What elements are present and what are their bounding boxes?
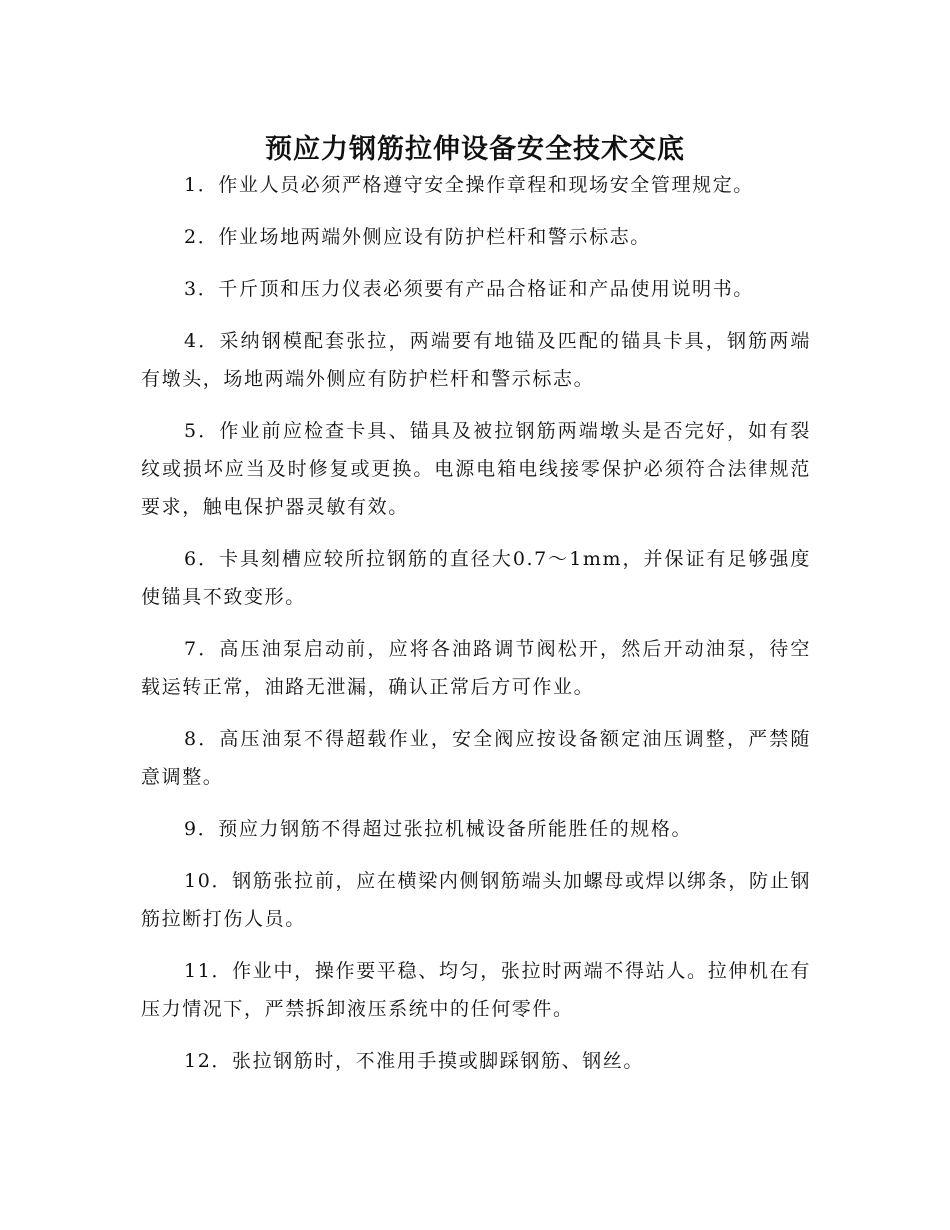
paragraph-9: 9．预应力钢筋不得超过张拉机械设备所能胜任的规格。	[184, 818, 693, 840]
paragraph-3: 3．千斤顶和压力仪表必须要有产品合格证和产品使用说明书。	[184, 278, 754, 300]
paragraph-11: 11．作业中，操作要平稳、均匀，张拉时两端不得站人。拉伸机在有压力情况下，严禁拆卸液压系统中的任何零件。	[141, 960, 811, 1020]
paragraph-12: 12．张拉钢筋时，不准用手摸或脚踩钢筋、钢丝。	[184, 1050, 644, 1072]
paragraph-5: 5．作业前应检查卡具、锚具及被拉钢筋两端墩头是否完好，如有裂纹或损坏应当及时修复或更换。电源电箱电线接零保护必须符合法律规范要求，触电保护器灵敏有效。	[141, 420, 811, 518]
paragraph-10: 10．钢筋张拉前，应在横梁内侧钢筋端头加螺母或焊以绑条，防止钢筋拉断打伤人员。	[141, 870, 811, 930]
paragraph-6: 6．卡具刻槽应较所拉钢筋的直径大0.7～1mm，并保证有足够强度使锚具不致变形。	[141, 548, 811, 608]
document-body	[141, 166, 811, 1094]
paragraph-4: 4．采纳钢模配套张拉，两端要有地锚及匹配的锚具卡具，钢筋两端有墩头，场地两端外侧应有防护栏杆和警示标志。	[141, 330, 811, 390]
paragraph-8: 8．高压油泵不得超载作业，安全阀应按设备额定油压调整，严禁随意调整。	[141, 728, 811, 788]
paragraph-2: 2．作业场地两端外侧应设有防护栏杆和警示标志。	[184, 226, 651, 248]
paragraph-1: 1．作业人员必须严格遵守安全操作章程和现场安全管理规定。	[184, 174, 754, 196]
document-title: 预应力钢筋拉伸设备安全技术交底	[265, 134, 685, 166]
paragraph-7: 7．高压油泵启动前，应将各油路调节阀松开，然后开动油泵，待空载运转正常，油路无泄漏，确认正常后方可作业。	[141, 638, 811, 698]
